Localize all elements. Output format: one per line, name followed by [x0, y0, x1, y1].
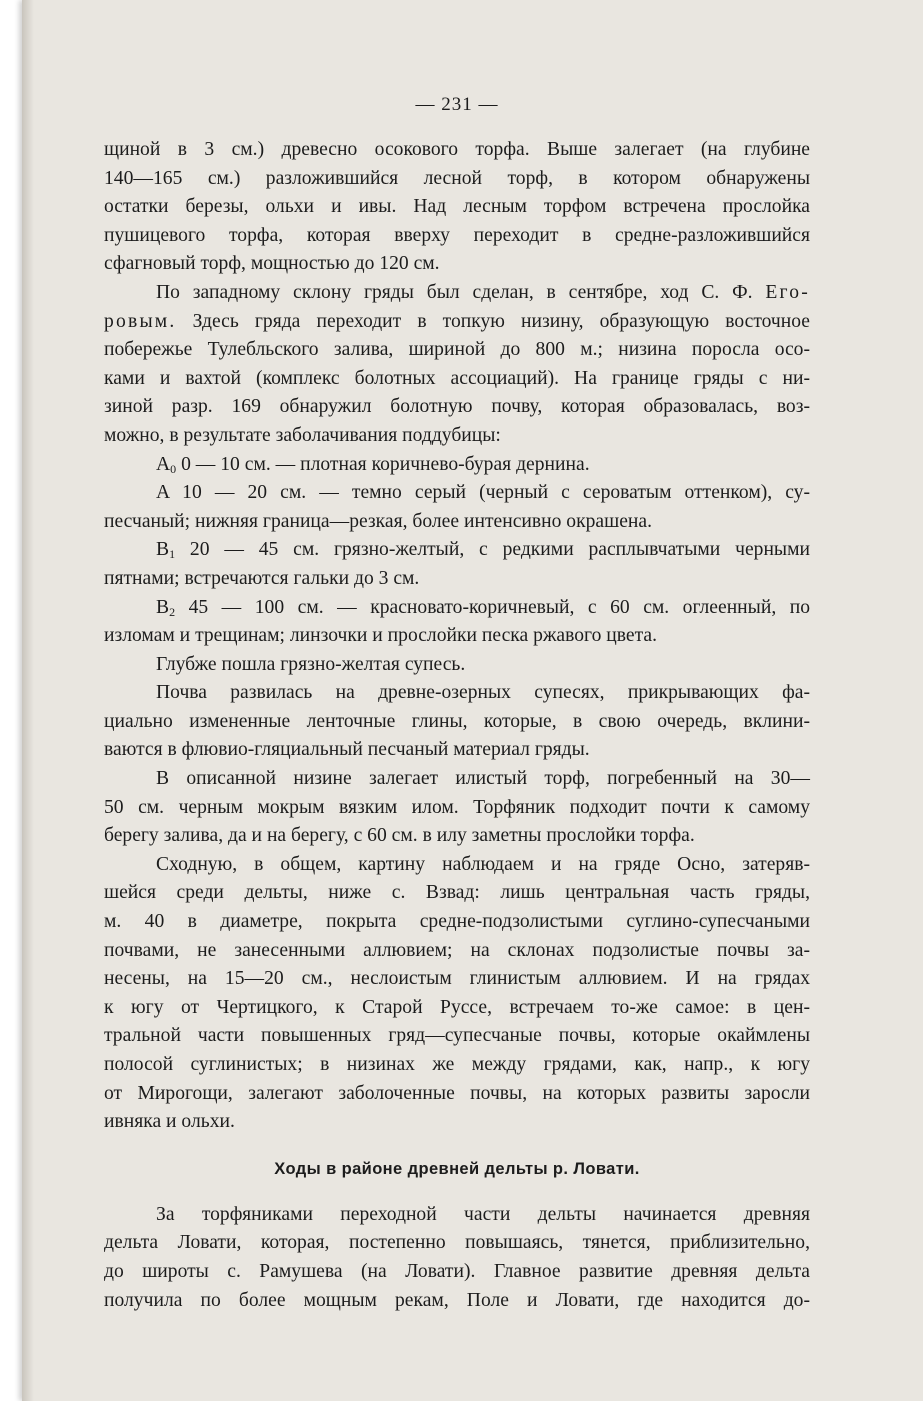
text-line — [104, 308, 810, 337]
text-fragment: Здесь гряда переходит в топкую низину, образующую восточное — [192, 310, 811, 332]
text-line: песчаный; нижняя граница—резкая, более интенсивно окрашена. — [104, 510, 652, 532]
text-line: побережье Тулебльского залива, шириной до 800 м.; низина поросла осо- — [104, 339, 810, 361]
text-line: Сходную, в общем, картину наблюдаем и на гряде Осно, затеряв- — [156, 853, 810, 875]
text-line — [104, 279, 810, 308]
text-fragment: По западному склону гряды был сделан, в сентябре, ход С. Ф. — [156, 281, 753, 303]
text-line: остатки березы, ольхи и ивы. Над лесным торфом встречена прослойка — [104, 196, 810, 218]
text-line: пушицевого торфа, которая вверху переходит в средне-разложившийся — [104, 224, 810, 246]
text-line: дельта Ловати, которая, постепенно повышаясь, тянется, приблизительно, — [104, 1232, 810, 1254]
text-line: можно, в результате заболачивания поддубицы: — [104, 424, 501, 446]
horizon-text: 20 — 45 см. грязно-желтый, с редкими расплывчатыми черными — [189, 539, 810, 561]
text-line: ками и вахтой (комплекс болотных ассоциаций). На границе гряды с ни- — [104, 367, 810, 389]
text-line: тральной части повышенных гряд—супесчаные почвы, которые окаймлены — [104, 1025, 810, 1047]
text-line: За торфяниками переходной части дельты начинается древняя — [156, 1203, 810, 1225]
text-line: шейся среди дельты, ниже с. Взвад: лишь центральная часть гряды, — [104, 882, 810, 904]
text-line: 140—165 см.) разложившийся лесной торф, в котором обнаружены — [104, 167, 810, 189]
text-line: Глубже пошла грязно-желтая супесь. — [156, 653, 466, 675]
horizon-letter: B — [156, 539, 170, 561]
horizon-b1-line — [104, 536, 810, 565]
horizon-text: 45 — 100 см. — красновато-коричневый, с 60 см. оглеенный, по — [188, 596, 810, 618]
horizon-text: 0 — 10 см. — плотная коричнево-бурая дернина. — [181, 453, 590, 475]
book-page — [22, 0, 923, 1401]
surname-spaced: ровым. — [104, 310, 177, 332]
text-line: получила по более мощным рекам, Поле и Ловати, где находится до- — [104, 1289, 810, 1311]
horizon-subscript: 0 — [170, 461, 177, 476]
text-line: к югу от Чертицкого, к Старой Руссе, встречаем то-же самое: в цен- — [104, 996, 810, 1018]
text-line: ваются в флювио-гляциальный песчаный материал гряды. — [104, 739, 590, 761]
horizon-letter: A — [156, 453, 171, 475]
text-line: полосой суглинистых; в низинах же между грядами, как, напр., к югу — [104, 1054, 810, 1075]
text-line: изломам и трещинам; линзочки и прослойки песка ржавого цвета. — [104, 625, 657, 647]
text-line: циально измененные ленточные глины, которые, в свою очередь, вклини- — [104, 710, 810, 732]
surname-spaced: Его- — [765, 281, 810, 303]
horizon-subscript: 1 — [169, 547, 176, 562]
horizon-a0-line — [104, 451, 810, 480]
text-line: 50 см. черным мокрым вязким илом. Торфяник подходит почти к самому — [104, 796, 810, 818]
page-number: — 231 — — [415, 94, 499, 115]
text-line: пятнами; встречаются гальки до 3 см. — [104, 567, 420, 589]
text-line: В описанной низине залегает илистый торф, погребенный на 30— — [156, 768, 810, 790]
text-line: ивняка и ольхи. — [104, 1111, 235, 1133]
text-line: несены, на 15—20 см., неслоистым глинистым аллювием. И на грядах — [104, 968, 810, 990]
text-line: до широты с. Рамушева (на Ловати). Главное развитие древняя дельта — [104, 1260, 810, 1282]
horizon-subscript: 2 — [169, 604, 176, 619]
text-line: берегу залива, да и на берегу, с 60 см. в илу заметны прослойки торфа. — [104, 825, 695, 847]
text-line: от Мирогощи, залегают заболоченные почвы, на которых развиты заросли — [104, 1082, 810, 1104]
text-line: Почва развилась на древне-озерных супесях, прикрывающих фа- — [156, 682, 810, 704]
horizon-a-line: A 10 — 20 см. — темно серый (черный с сероватым оттенком), су- — [156, 482, 810, 504]
text-line: сфагновый торф, мощностью до 120 см. — [104, 253, 440, 275]
page-text — [104, 88, 810, 1315]
text-line: щиной в 3 см.) древесно осокового торфа. Выше залегает (на глубине — [104, 139, 810, 160]
horizon-b2-line — [104, 594, 810, 623]
text-line: м. 40 в диаметре, покрыта средне-подзолистыми суглино-супесчаными — [104, 911, 810, 933]
horizon-letter: B — [156, 596, 170, 618]
text-line: почвами, не занесенными аллювием; на склонах подзолистые почвы за- — [104, 939, 810, 961]
text-line: зиной разр. 169 обнаружил болотную почву, которая образовалась, воз- — [104, 396, 810, 418]
section-heading: Ходы в районе древней дельты р. Ловати. — [274, 1159, 640, 1178]
